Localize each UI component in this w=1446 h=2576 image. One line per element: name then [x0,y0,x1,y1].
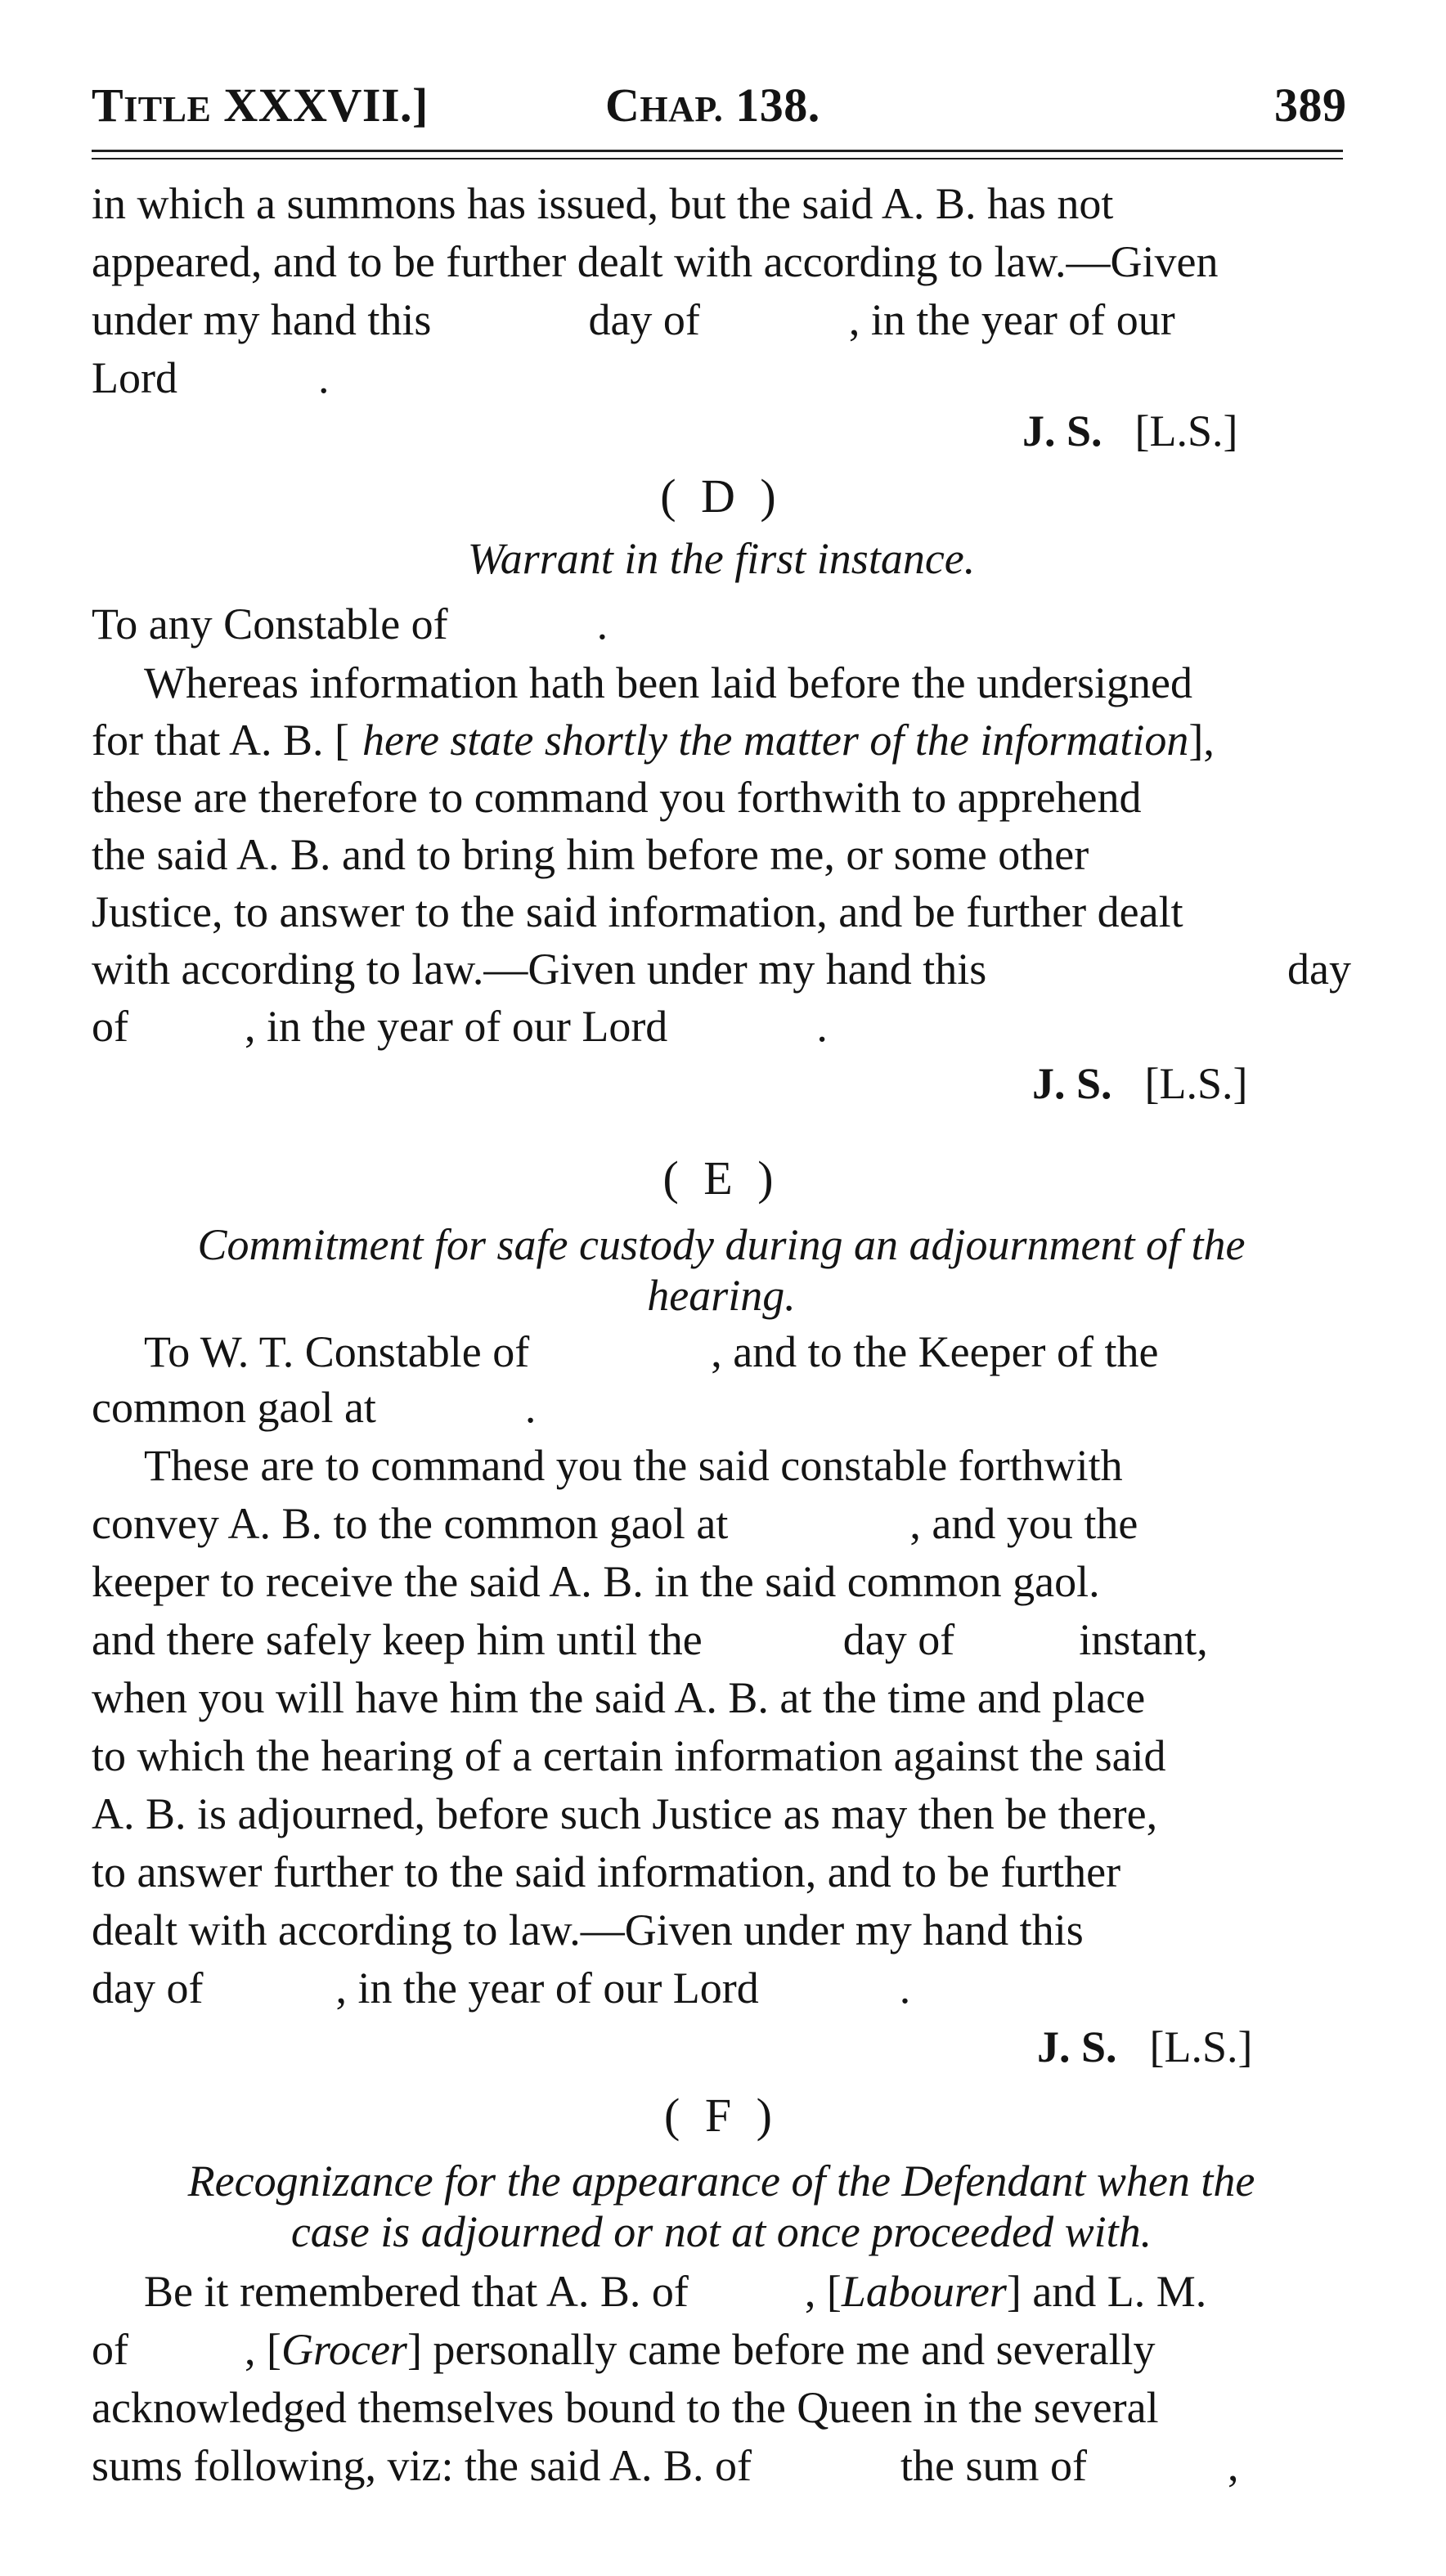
text-line: These are to command you the said constable forthwith [144,1441,1123,1490]
text-line: of , [ Grocer ] personally came before me and severally [92,2325,1156,2374]
text-line: Be it remembered that A. B. of , [ Labourer ] and L. M. [144,2267,1207,2316]
text-line: to answer further to the said information, and to be further [92,1847,1121,1896]
text-line: in which a summons has issued, but the said A. B. has not [92,179,1114,228]
section-title-e-line2: hearing. [647,1271,796,1320]
text-line: appeared, and to be further dealt with according to law.—Given [92,237,1219,286]
text-line: and there safely keep him until the day of instant, [92,1615,1208,1664]
running-header-chapter: CHAP. 138. [605,79,820,132]
text-line: Whereas information hath been laid before the undersigned [144,658,1192,707]
section-letter-e: ( E ) [662,1151,780,1205]
section-letter-f: ( F ) [664,2089,779,2142]
header-rule-bottom [92,158,1343,159]
text-line: for that A. B. [ here state shortly the matter of the information ], [92,716,1215,765]
text-line: of , in the year of our Lord . [92,1002,828,1051]
address-line: common gaol at . [92,1383,537,1432]
signature-block: J. S. [L.S.] [1022,406,1238,456]
text-line: A. B. is adjourned, before such Justice as may then be there, [92,1789,1158,1838]
text-line: keeper to receive the said A. B. in the said common gaol. [92,1557,1100,1606]
text-line: convey A. B. to the common gaol at , and you the [92,1499,1138,1548]
signature-block: J. S. [L.S.] [1032,1059,1248,1108]
signature-block: J. S. [L.S.] [1037,2022,1253,2071]
section-title-f-line2: case is adjourned or not at once proceeded with. [290,2207,1152,2256]
text-line: when you will have him the said A. B. at the time and place [92,1673,1146,1722]
running-header-title: TITLE XXXVII.] [92,79,429,132]
section-title-f-line1: Recognizance for the appearance of the Defendant when the [187,2156,1255,2206]
text-line: Lord . [92,353,330,402]
section-title-d: Warrant in the first instance. [467,534,976,583]
text-line: the said A. B. and to bring him before me, or some other [92,830,1089,879]
text-line: to which the hearing of a certain information against the said [92,1731,1166,1780]
section-title-e-line1: Commitment for safe custody during an adjournment of the [197,1220,1246,1269]
text-line: day of , in the year of our Lord . [92,1963,911,2013]
text-line: dealt with according to law.—Given under my hand this [92,1905,1084,1954]
text-line: with according to law.—Given under my hand this day [92,945,1351,994]
text-line: Justice, to answer to the said information, and be further dealt [92,887,1183,936]
text-line: these are therefore to command you forthwith to apprehend [92,773,1142,822]
text-line: sums following, viz: the said A. B. of the sum of , [92,2441,1239,2490]
page-number: 389 [1274,79,1347,132]
text-line: acknowledged themselves bound to the Queen in the several [92,2383,1159,2432]
header-rule-top [92,150,1343,152]
text-line: under my hand this day of , in the year of our [92,295,1175,344]
address-line: To any Constable of . [92,599,608,648]
address-line: To W. T. Constable of , and to the Keeper of the [144,1327,1159,1376]
section-letter-d: ( D ) [660,469,783,523]
